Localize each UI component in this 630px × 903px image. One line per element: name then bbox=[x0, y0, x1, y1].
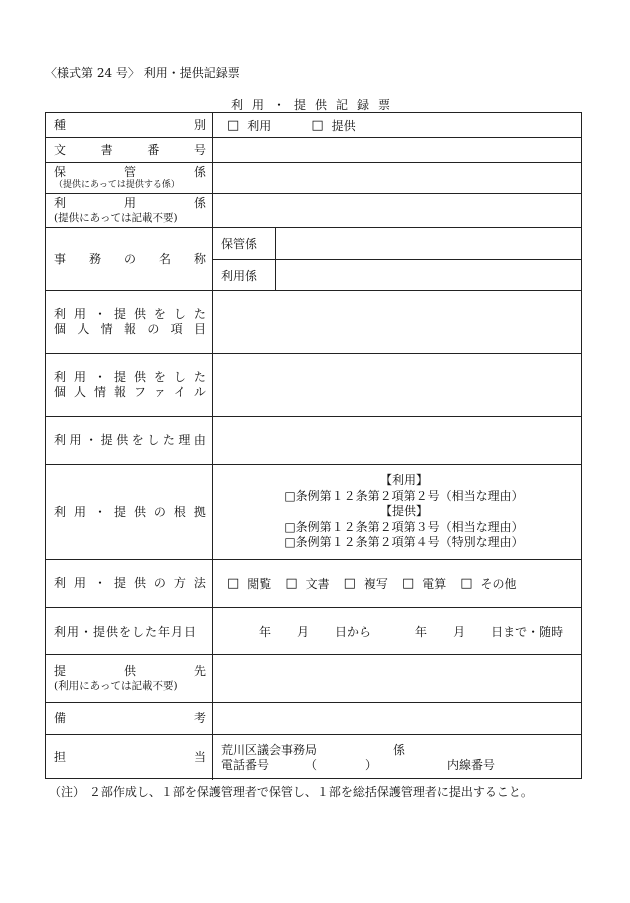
basis-heading-use: 【利用】 bbox=[379, 473, 428, 488]
field-keeper[interactable] bbox=[213, 163, 581, 193]
field-file[interactable] bbox=[213, 354, 581, 416]
field-affair-keeper[interactable] bbox=[276, 228, 581, 259]
row-reason bbox=[46, 416, 581, 464]
row-destination bbox=[46, 654, 581, 702]
method-view: 閲覧 bbox=[247, 577, 272, 591]
field-remarks[interactable] bbox=[213, 703, 581, 734]
label-date: 利用・提供をした年月日 bbox=[54, 624, 198, 639]
label-reason: 利 用 ・ 提 供 を し た 理 由 bbox=[54, 433, 206, 447]
field-date[interactable]: 年 月 日から 年 月 日まで・随時 bbox=[259, 624, 564, 639]
field-affair-user[interactable] bbox=[276, 260, 581, 291]
label-user: 利 用 係 bbox=[54, 196, 206, 210]
row-basis bbox=[46, 464, 581, 559]
label-basis: 利 用 ・ 提 供 の 根 拠 bbox=[54, 504, 206, 519]
basis-option-provide-4[interactable]: □条例第１２条第２項第４号（特別な理由） bbox=[284, 535, 524, 550]
label-items-line2: 個 人 情 報 の 項 目 bbox=[54, 322, 206, 336]
staff-kakari: 係 bbox=[393, 742, 406, 757]
sublabel-keeper: 保管係 bbox=[213, 228, 276, 259]
basis-heading-provide: 【提供】 bbox=[379, 504, 428, 519]
field-user[interactable] bbox=[213, 194, 581, 227]
row-docnum bbox=[46, 137, 581, 162]
checkbox-use[interactable]: □ bbox=[227, 117, 240, 133]
label-user-note: (提供にあっては記載不要) bbox=[54, 212, 178, 224]
method-document: 文書 bbox=[305, 577, 330, 591]
label-file-line2: 個 人 情 報 フ ァ イ ル bbox=[54, 385, 206, 399]
label-file-line1: 利 用 ・ 提 供 を し た bbox=[54, 370, 206, 384]
method-computer: 電算 bbox=[422, 577, 447, 591]
row-staff: 担 当 荒川区議会事務局 係 電話番号 （ ） 内線番号 bbox=[46, 734, 581, 780]
label-destination-note: (利用にあっては記載不要) bbox=[54, 680, 178, 692]
footnote: （注） ２部作成し、１部を保護管理者で保管し、１部を総括保護管理者に提出すること。 bbox=[49, 785, 533, 799]
basis-option-use-2[interactable]: □条例第１２条第２項第２号（相当な理由） bbox=[284, 488, 524, 503]
row-type bbox=[46, 113, 581, 137]
row-remarks bbox=[46, 702, 581, 734]
field-destination[interactable] bbox=[213, 655, 581, 702]
checkbox-computer[interactable]: □ bbox=[401, 576, 415, 591]
checkbox-view[interactable]: □ bbox=[227, 576, 240, 591]
checkbox-document[interactable]: □ bbox=[285, 576, 298, 591]
label-staff: 担 当 bbox=[54, 750, 206, 764]
checkbox-provide[interactable]: □ bbox=[311, 117, 324, 133]
form-number-header: 〈様式第 24 号〉 利用・提供記録票 bbox=[45, 66, 240, 80]
method-copy: 複写 bbox=[363, 577, 388, 591]
field-items[interactable] bbox=[213, 291, 581, 353]
record-form bbox=[45, 112, 582, 779]
checkbox-copy[interactable]: □ bbox=[343, 576, 356, 591]
field-docnum[interactable] bbox=[213, 138, 581, 162]
row-affair bbox=[46, 227, 581, 290]
option-use: 利用 bbox=[247, 118, 272, 133]
row-method bbox=[46, 559, 581, 607]
form-title: 利用・提供記録票 bbox=[230, 98, 399, 112]
label-remarks: 備 考 bbox=[54, 711, 206, 725]
label-docnum: 文 書 番 号 bbox=[54, 142, 206, 157]
row-keeper bbox=[46, 162, 581, 193]
label-method: 利 用 ・ 提 供 の 方 法 bbox=[54, 576, 206, 590]
label-affair: 事 務 の 名 称 bbox=[54, 251, 206, 266]
label-keeper-note: （提供にあっては提供する係） bbox=[54, 180, 180, 190]
field-reason[interactable] bbox=[213, 417, 581, 464]
method-other: その他 bbox=[480, 577, 517, 591]
checkbox-other[interactable]: □ bbox=[460, 576, 473, 591]
label-keeper: 保 管 係 bbox=[54, 165, 206, 179]
sublabel-user: 利用係 bbox=[213, 259, 276, 291]
basis-option-provide-3[interactable]: □条例第１２条第２項第３号（相当な理由） bbox=[284, 519, 524, 534]
option-provide: 提供 bbox=[331, 118, 356, 133]
row-file bbox=[46, 353, 581, 416]
row-date bbox=[46, 607, 581, 654]
label-destination: 提 供 先 bbox=[54, 664, 206, 678]
row-items bbox=[46, 290, 581, 353]
staff-extension-label: 内線番号 bbox=[447, 757, 496, 772]
staff-tel-label: 電話番号 bbox=[221, 757, 270, 772]
staff-office: 荒川区議会事務局 bbox=[221, 742, 318, 757]
label-type: 種 別 bbox=[54, 117, 206, 132]
label-items-line1: 利 用 ・ 提 供 を し た bbox=[54, 307, 206, 321]
row-user bbox=[46, 193, 581, 227]
